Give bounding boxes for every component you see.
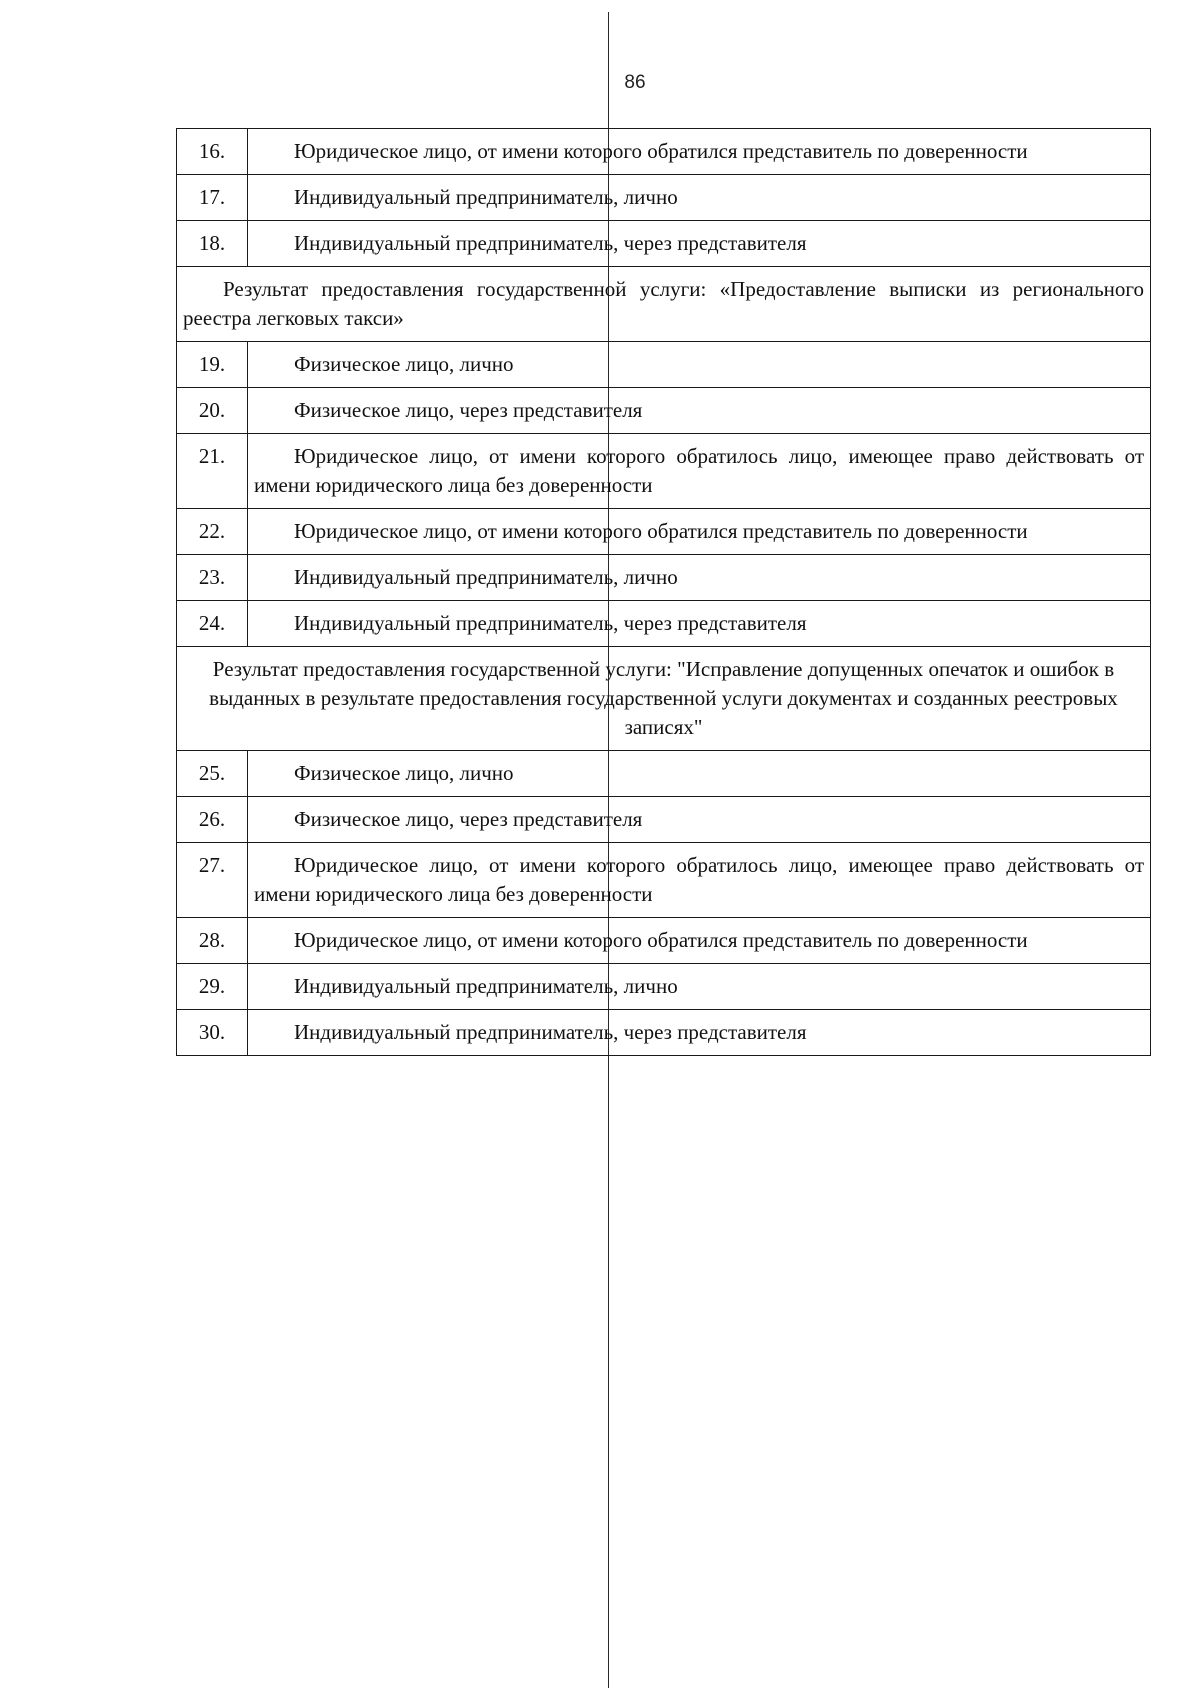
table-row [177, 555, 1151, 601]
table-body [177, 129, 1151, 1056]
applicant-category: Физическое лицо, через представителя [248, 388, 1151, 434]
section-header-text: Результат предоставления государственной услуги: «Предоставление выписки из регионального реестра легковых такси» [177, 267, 1151, 342]
table-row [177, 601, 1151, 647]
row-number: 19. [177, 342, 248, 388]
row-number: 29. [177, 964, 248, 1010]
section-header-row [177, 647, 1151, 751]
applicant-category-table [176, 128, 1151, 1056]
applicant-category: Физическое лицо, лично [248, 751, 1151, 797]
applicant-category: Индивидуальный предприниматель, лично [248, 175, 1151, 221]
row-number: 24. [177, 601, 248, 647]
section-header-row [177, 267, 1151, 342]
table-row [177, 509, 1151, 555]
applicant-category: Индивидуальный предприниматель, лично [248, 555, 1151, 601]
table-row [177, 964, 1151, 1010]
applicant-category: Юридическое лицо, от имени которого обратился представитель по доверенности [248, 918, 1151, 964]
row-number: 21. [177, 434, 248, 509]
row-number: 26. [177, 797, 248, 843]
row-number: 16. [177, 129, 248, 175]
row-number: 18. [177, 221, 248, 267]
applicant-category: Индивидуальный предприниматель, лично [248, 964, 1151, 1010]
table-row [177, 1010, 1151, 1056]
page-number: 86 [624, 72, 646, 93]
row-number: 25. [177, 751, 248, 797]
row-number: 20. [177, 388, 248, 434]
table-row [177, 129, 1151, 175]
table-row [177, 175, 1151, 221]
applicant-category: Индивидуальный предприниматель, через представителя [248, 601, 1151, 647]
row-number: 22. [177, 509, 248, 555]
applicant-category: Индивидуальный предприниматель, через представителя [248, 1010, 1151, 1056]
table-row [177, 434, 1151, 509]
row-number: 23. [177, 555, 248, 601]
table-row [177, 342, 1151, 388]
table-row [177, 797, 1151, 843]
table-row [177, 918, 1151, 964]
applicant-category: Физическое лицо, через представителя [248, 797, 1151, 843]
row-number: 17. [177, 175, 248, 221]
applicant-category: Индивидуальный предприниматель, через представителя [248, 221, 1151, 267]
row-number: 27. [177, 843, 248, 918]
table-row [177, 388, 1151, 434]
applicant-category: Юридическое лицо, от имени которого обратилось лицо, имеющее право действовать от имени юридического лица без доверенности [248, 434, 1151, 509]
row-number: 28. [177, 918, 248, 964]
applicant-category: Юридическое лицо, от имени которого обратился представитель по доверенности [248, 129, 1151, 175]
applicant-category: Юридическое лицо, от имени которого обратился представитель по доверенности [248, 509, 1151, 555]
table-row [177, 751, 1151, 797]
row-number: 30. [177, 1010, 248, 1056]
table-row [177, 843, 1151, 918]
section-header-text: Результат предоставления государственной услуги: "Исправление допущенных опечаток и ошибок в выданных в результате предоставления государственной услуги документах и созданных реестровых записях" [177, 647, 1151, 751]
table-row [177, 221, 1151, 267]
applicant-category: Юридическое лицо, от имени которого обратилось лицо, имеющее право действовать от имени юридического лица без доверенности [248, 843, 1151, 918]
applicant-category: Физическое лицо, лично [248, 342, 1151, 388]
